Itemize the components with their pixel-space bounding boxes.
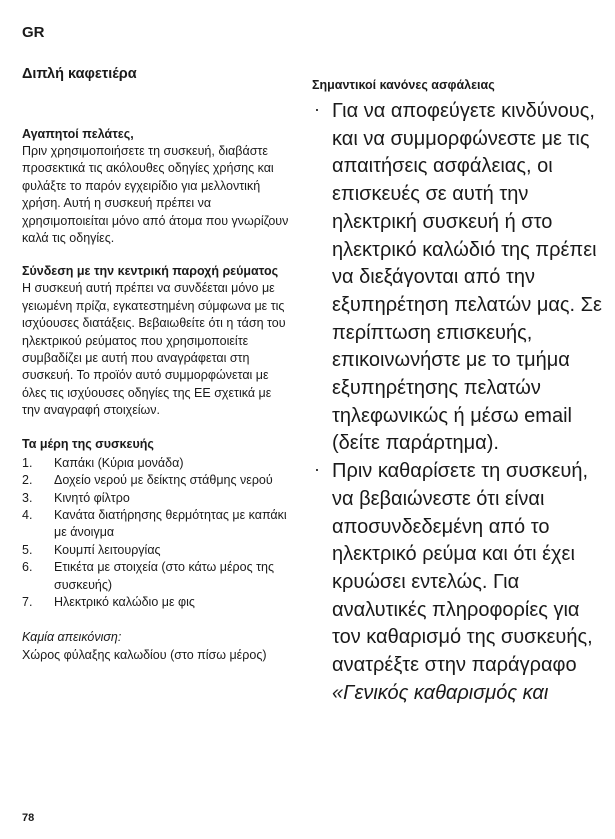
list-item-text: Για να αποφεύγετε κινδύνους, και να συμμορφώνεστε με τις απαιτήσεις ασφάλειας, οι επισκευές σε αυτή την ηλεκτρική συσκευή ή στο ηλεκτρικό καλώδιό της πρέπει να διεξάγονται από την εξυπηρέτηση πελατών μας. Σε περίπτωση επισκευής, επικοινωνήστε με το τμήμα εξυπηρέτησης πελατών τηλεφωνικώς ή μέσω email (δείτε παράρτημα). xyxy=(332,100,602,455)
note-label: Καμία απεικόνιση: xyxy=(22,630,122,645)
connection-text: Η συσκευή αυτή πρέπει να συνδέεται μόνο με γειωμένη πρίζα, εγκατεστημένη σύμφωνα με τις ισχύουσες διατάξεις. Βεβαιωθείτε ότι η τάση του ηλεκτρικού ρεύματος που χρησιμοποιείτε συμβαδίζει με αυτή που αναγράφεται στη συσκευή. Το προϊόν αυτό συμμορφώνεται με όλες τις ισχύουσες οδηγίες της ΕΕ σχετικά με την αναγραφή στοιχείων. xyxy=(22,281,286,418)
list-item xyxy=(22,472,292,489)
connection-heading: Σύνδεση με την κεντρική παροχή ρεύματος xyxy=(22,264,279,279)
list-item-number: 3. xyxy=(22,490,33,505)
page-number: 78 xyxy=(22,812,35,824)
safety-list xyxy=(312,98,602,707)
list-item-number: 2. xyxy=(22,473,33,488)
note-text: Χώρος φύλαξης καλωδίου (στο πίσω μέρος) xyxy=(22,647,267,662)
parts-heading: Τα μέρη της συσκευής xyxy=(22,436,154,451)
left-column xyxy=(22,66,292,664)
list-item xyxy=(22,594,292,611)
list-item-text: Ηλεκτρικό καλώδιο με φις xyxy=(54,594,195,609)
list-item-number: 5. xyxy=(22,542,33,557)
list-item xyxy=(22,559,292,594)
list-item xyxy=(22,490,292,507)
list-item xyxy=(312,458,602,707)
list-item xyxy=(22,507,292,542)
list-item-number: 4. xyxy=(22,507,33,522)
list-item-text: Πριν καθαρίσετε τη συσκευή, να βεβαιώνεστε ότι είναι αποσυνδεδεμένη από το ηλεκτρικό ρεύμα και ότι έχει κρυώσει εντελώς. Για αναλυτικές πληροφορίες για τον καθαρισμό της συσκευής, ανατρέξτε στην παράγραφο xyxy=(332,460,593,677)
parts-list xyxy=(22,455,292,612)
list-item-text: Κανάτα διατήρησης θερμότητας με καπάκι με άνοιγμα xyxy=(54,507,287,540)
right-column xyxy=(312,78,602,707)
bullet-icon: · xyxy=(314,99,320,119)
list-item xyxy=(22,542,292,559)
safety-heading: Σημαντικοί κανόνες ασφάλειας xyxy=(312,78,495,92)
list-item-number: 1. xyxy=(22,455,33,470)
list-item-number: 7. xyxy=(22,594,33,609)
list-item-text: Κουμπί λειτουργίας xyxy=(54,542,161,557)
list-item-number: 6. xyxy=(22,560,33,575)
list-item-text: Καπάκι (Κύρια μονάδα) xyxy=(54,455,184,470)
bullet-icon: · xyxy=(314,459,320,480)
greeting-heading: Αγαπητοί πελάτες, xyxy=(22,127,134,141)
document-title: Διπλή καφετιέρα xyxy=(22,66,137,82)
list-item-italic-text: «Γενικός καθαρισμός και xyxy=(332,681,549,704)
language-code: GR xyxy=(22,24,45,41)
list-item-text: Κινητό φίλτρο xyxy=(54,490,130,505)
list-item xyxy=(22,455,292,472)
list-item-text: Ετικέτα με στοιχεία (στο κάτω μέρος της συσκευής) xyxy=(54,560,275,592)
greeting-text: Πριν χρησιμοποιήσετε τη συσκευή, διαβάστε προσεκτικά τις ακόλουθες οδηγίες χρήσης και φυλάξτε το παρόν εγχειρίδιο για μελλοντική χρήση. Αυτή η συσκευή πρέπει να χρησιμοποιείται μόνο από άτομα που γνωρίζουν καλά τις οδηγίες. xyxy=(22,144,289,246)
list-item xyxy=(312,98,602,458)
list-item-text: Δοχείο νερού με δείκτης στάθμης νερού xyxy=(54,473,273,488)
